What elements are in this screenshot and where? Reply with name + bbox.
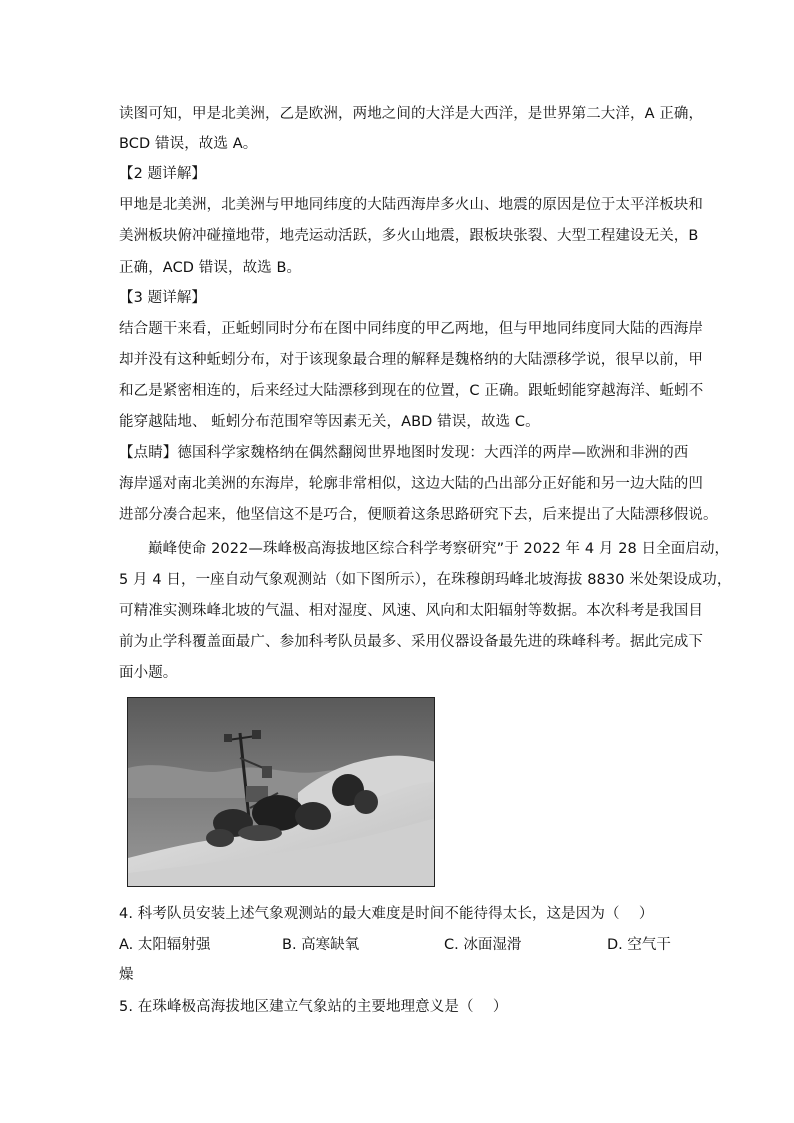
- answer-3-line-4: 能穿越陆地、 蚯蚓分布范围窄等因素无关，ABD 错误，故选 C。: [119, 414, 540, 430]
- answer-1-line-2: BCD 错误，故选 A。: [119, 136, 258, 152]
- question-4-option-b[interactable]: B. 高寒缺氧: [282, 937, 360, 953]
- question-4-option-d[interactable]: D. 空气干: [607, 937, 671, 953]
- heading-q3-detail: 【3 题详解】: [119, 290, 207, 306]
- answer-3-line-1: 结合题干来看，正蚯蚓同时分布在图中同纬度的甲乙两地，但与甲地同纬度同大陆的西海岸: [119, 321, 703, 337]
- question-4-option-d-wrap: 燥: [119, 967, 134, 983]
- question-5-stem: 5. 在珠峰极高海拔地区建立气象站的主要地理意义是（ ）: [119, 999, 508, 1015]
- note-line-1: 【点睛】德国科学家魏格纳在偶然翻阅世界地图时发现：大西洋的两岸—欧洲和非洲的西: [119, 445, 689, 461]
- note-line-2: 海岸遥对南北美洲的东海岸，轮廓非常相似，这边大陆的凸出部分正好能和另一边大陆的凹: [119, 476, 703, 492]
- passage-line-3: 可精准实测珠峰北坡的气温、相对湿度、风速、风向和太阳辐射等数据。本次科考是我国目: [119, 603, 703, 619]
- passage-line-4: 前为止学科覆盖面最广、参加科考队员最多、采用仪器设备最先进的珠峰科考。据此完成下: [119, 634, 703, 650]
- passage-line-1: 巅峰使命 2022—珠峰极高海拔地区综合科学考察研究”于 2022 年 4 月 28 日全面启动，: [148, 541, 730, 557]
- answer-2-line-2: 美洲板块俯冲碰撞地带，地壳运动活跃，多火山地震，跟板块张裂、大型工程建设无关，B: [119, 228, 699, 244]
- note-line-3: 进部分凑合起来，他坚信这不是巧合，便顺着这条思路研究下去，后来提出了大陆漂移假说。: [119, 507, 718, 523]
- answer-2-line-1: 甲地是北美洲，北美洲与甲地同纬度的大陆西海岸多火山、地震的原因是位于太平洋板块和: [119, 197, 703, 213]
- passage-line-2: 5 月 4 日，一座自动气象观测站（如下图所示），在珠穆朗玛峰北坡海拔 8830 米处架设成功，: [119, 572, 732, 588]
- answer-3-line-3: 和乙是紧密相连的，后来经过大陆漂移到现在的位置，C 正确。跟蚯蚓能穿越海洋、蚯蚓不: [119, 383, 704, 399]
- answer-3-line-2: 却并没有这种蚯蚓分布，对于该现象最合理的解释是魏格纳的大陆漂移学说，很早以前，甲: [119, 352, 703, 368]
- question-4-stem: 4. 科考队员安装上述气象观测站的最大难度是时间不能待得太长，这是因为（ ）: [119, 906, 654, 922]
- answer-2-line-3: 正确，ACD 错误，故选 B。: [119, 260, 302, 276]
- heading-q2-detail: 【2 题详解】: [119, 166, 207, 182]
- weather-station-photo: [127, 697, 435, 887]
- answer-1-line-1: 读图可知，甲是北美洲，乙是欧洲，两地之间的大洋是大西洋，是世界第二大洋，A 正确，: [119, 106, 704, 122]
- passage-line-5: 面小题。: [119, 665, 178, 681]
- question-4-option-a[interactable]: A. 太阳辐射强: [119, 937, 211, 953]
- question-4-option-c[interactable]: C. 冰面湿滑: [444, 937, 522, 953]
